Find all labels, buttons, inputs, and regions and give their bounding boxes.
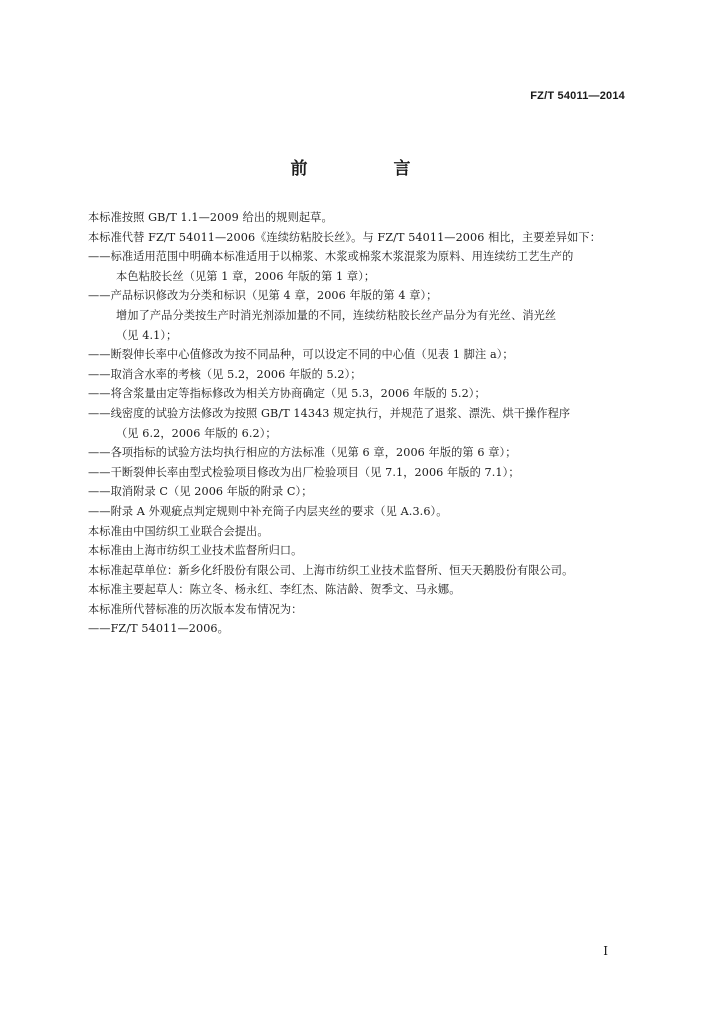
list-item-continuation: 增加了产品分类按生产时消光剂添加量的不同，连续纺粘胶长丝产品分为有光丝、消光丝 (116, 308, 557, 322)
list-item: ——线密度的试验方法修改为按照 GB/T 14343 规定执行，并规范了退浆、漂洗、烘干操作程序 (88, 406, 571, 420)
list-item-continuation: （见 4.1）； (116, 328, 178, 342)
list-item-continuation: 本色粘胶长丝（见第 1 章，2006 年版的第 1 章）； (116, 269, 376, 283)
paragraph-centralized: 本标准由上海市纺织工业技术监督所归口。 (88, 544, 303, 558)
paragraph-drafting-rules: 本标准按照 GB/T 1.1—2009 给出的规则起草。 (88, 211, 333, 224)
list-item-continuation: （见 6.2，2006 年版的 6.2）； (116, 426, 277, 440)
list-item: ——取消含水率的考核（见 5.2，2006 年版的 5.2）； (88, 367, 362, 381)
list-item: ——标准适用范围中明确本标准适用于以棉浆、木浆或棉浆木浆混浆为原料、用连续纺工艺生产的 (88, 250, 574, 264)
foreword-body (88, 208, 628, 639)
standard-code: FZ/T 54011—2014 (530, 90, 625, 102)
paragraph-drafting-units: 本标准起草单位：新乡化纤股份有限公司、上海市纺织工业技术监督所、恒天天鹅股份有限公司。 (88, 563, 574, 577)
page-title: 前 言 (290, 159, 451, 179)
list-item: ——断裂伸长率中心值修改为按不同品种，可以设定不同的中心值（见表 1 脚注 a）； (88, 348, 514, 362)
list-item: ——FZ/T 54011—2006。 (88, 622, 229, 636)
page-number: I (603, 944, 608, 958)
paragraph-previous-editions: 本标准所代替标准的历次版本发布情况为： (88, 602, 303, 616)
paragraph-proposer: 本标准由中国纺织工业联合会提出。 (88, 524, 269, 538)
list-item: ——干断裂伸长率由型式检验项目修改为出厂检验项目（见 7.1，2006 年版的 7.1）； (88, 465, 520, 479)
paragraph-replaces: 本标准代替 FZ/T 54011—2006《连续纺粘胶长丝》。与 FZ/T 54011—2006 相比，主要差异如下： (88, 230, 601, 244)
list-item: ——将含浆量由定等指标修改为相关方协商确定（见 5.3，2006 年版的 5.2）； (88, 387, 486, 401)
list-item: ——各项指标的试验方法均执行相应的方法标准（见第 6 章，2006 年版的第 6 章）； (88, 446, 517, 460)
paragraph-drafters: 本标准主要起草人：陈立冬、杨永红、李红杰、陈洁龄、贺季文、马永娜。 (88, 583, 461, 597)
list-item: ——取消附录 C（见 2006 年版的附录 C）； (88, 485, 313, 499)
list-item: ——产品标识修改为分类和标识（见第 4 章，2006 年版的第 4 章）； (88, 289, 438, 303)
list-item: ——附录 A 外观疵点判定规则中补充筒子内层夹丝的要求（见 A.3.6）。 (88, 504, 448, 518)
